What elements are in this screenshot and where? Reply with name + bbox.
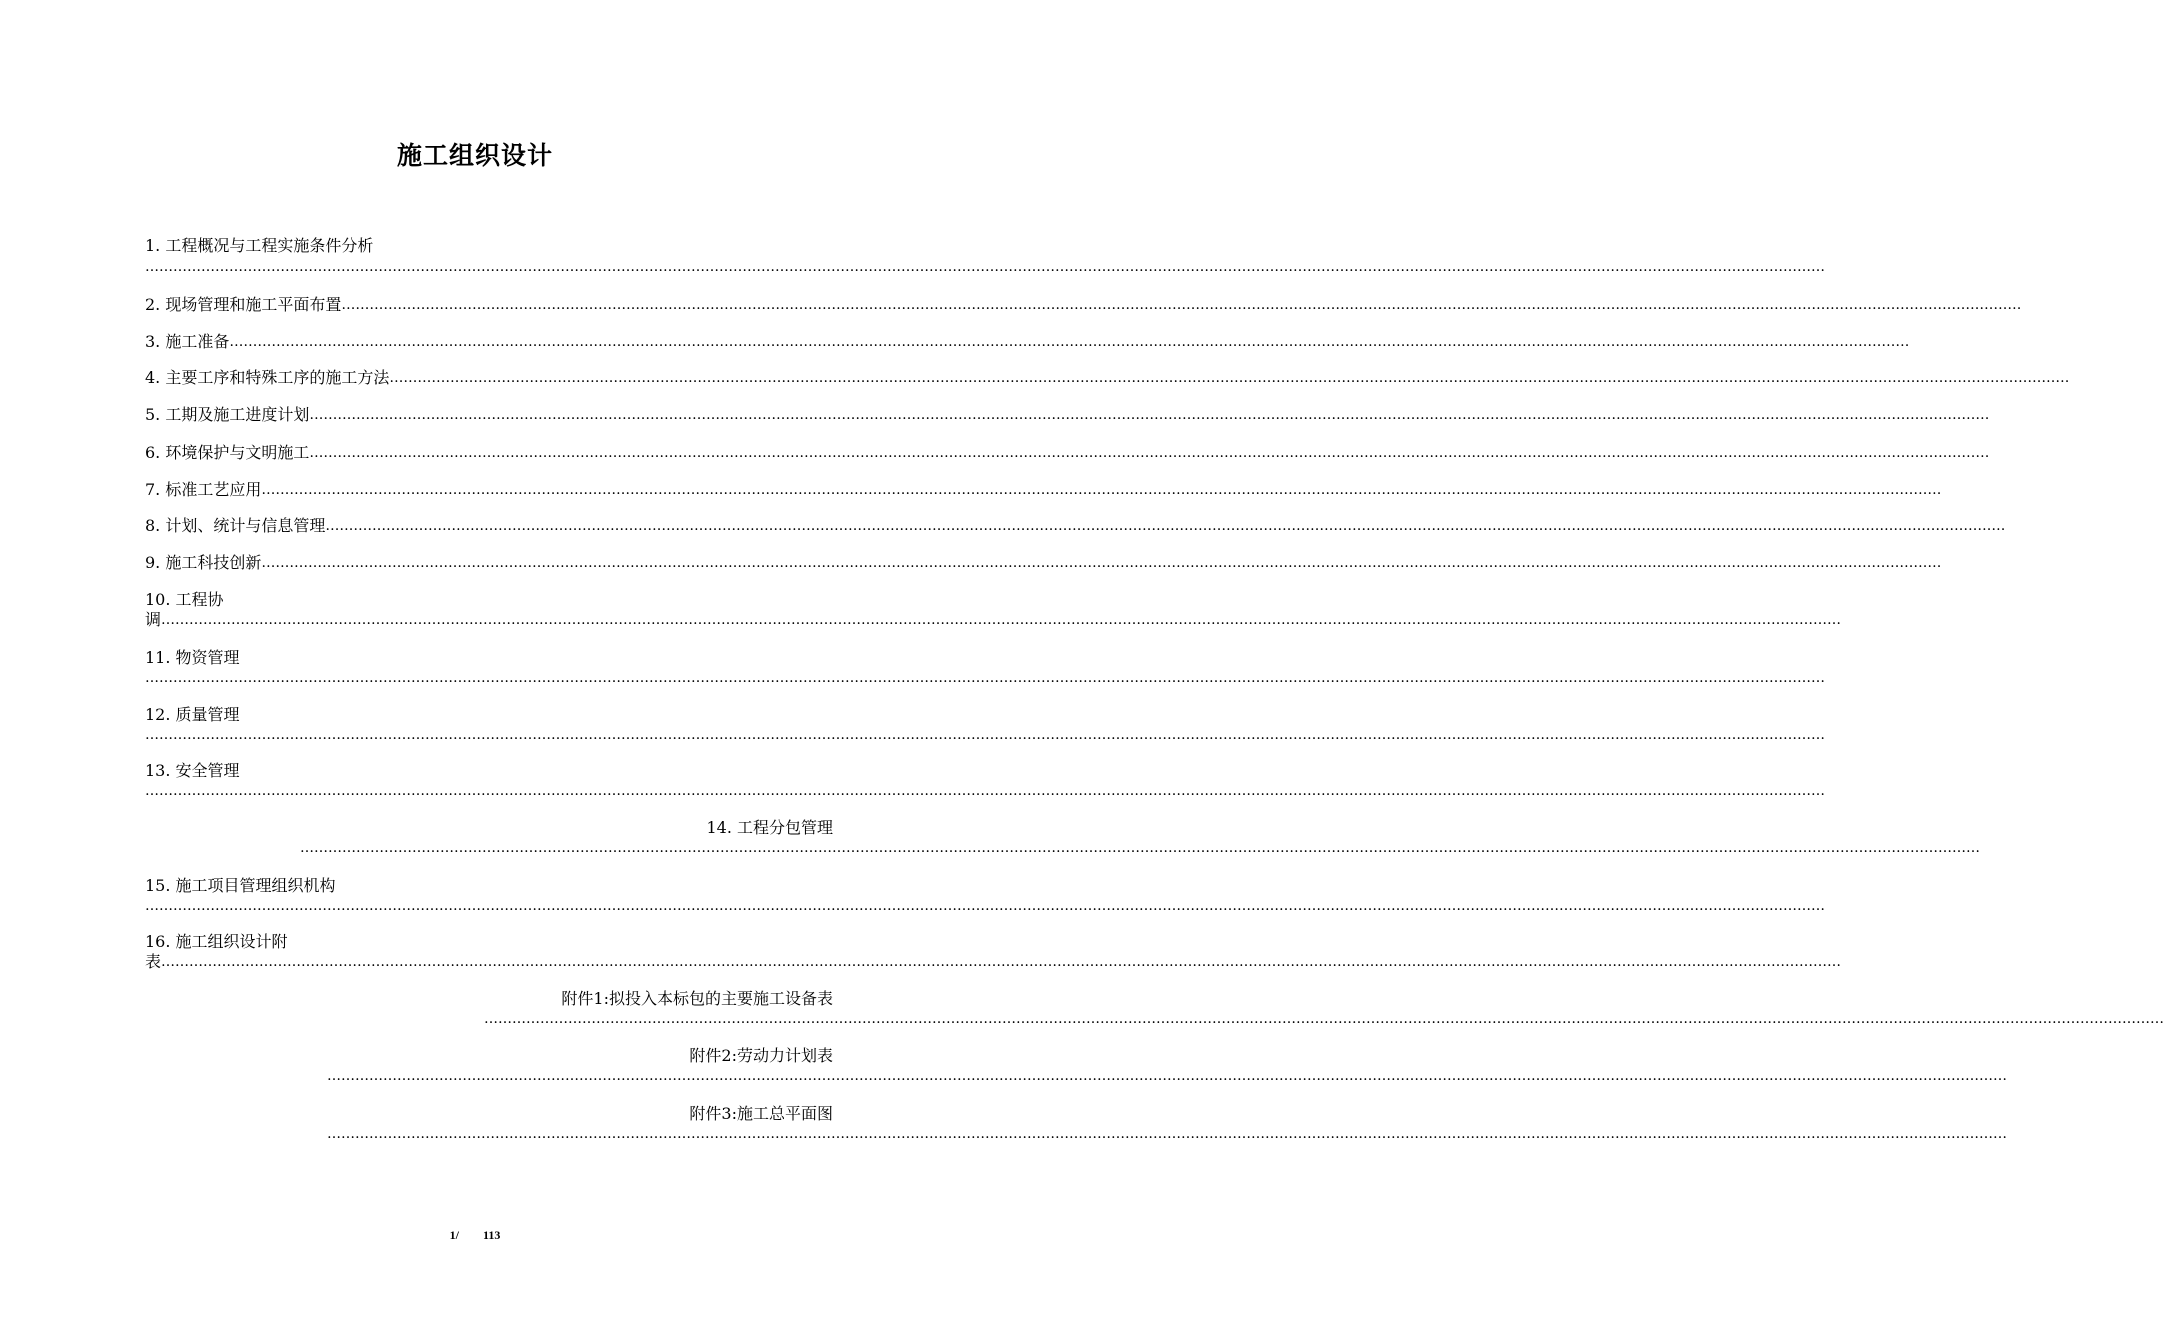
toc-leader-16: ……………………………………………………………………………………………………………………………………………………………………………………………………………………………………………………………………………………………………………………………… — [161, 954, 1842, 970]
toc-item-7: 7. 标准工艺应用……………………………………………………………………………………………………………………………………………………………………………………………………………………………………………………………………………………………………………………………… — [145, 480, 1942, 499]
page-footer — [0, 1228, 950, 1243]
toc-item-16: 16. 施工组织设计附 — [145, 932, 288, 951]
toc-leader-6: ……………………………………………………………………………………………………………………………………………………………………………………………………………………………………………………………………………………………………………………………… — [309, 445, 1990, 461]
page-number: 1/ — [449, 1228, 459, 1242]
toc-leader-5: ……………………………………………………………………………………………………………………………………………………………………………………………………………………………………………………………………………………………………………………………… — [309, 407, 1990, 423]
toc-leader-3: ……………………………………………………………………………………………………………………………………………………………………………………………………………………………………………………………………………………………………………………………… — [229, 334, 1910, 350]
toc-item-14: 14. 工程分包管理 — [706, 818, 833, 837]
toc-item-15: 15. 施工项目管理组织机构 — [145, 876, 336, 895]
toc-item-2: 2. 现场管理和施工平面布置……………………………………………………………………………………………………………………………………………………………………………………………………………………………………………………………………………………………………………………………… — [145, 295, 2022, 314]
toc-item-16-wrap: 表……………………………………………………………………………………………………………………………………………………………………………………………………………………………………………………………………………………………………………………………… — [145, 952, 1842, 971]
toc-item-6: 6. 环境保护与文明施工……………………………………………………………………………………………………………………………………………………………………………………………………………………………………………………………………………………………………………………………… — [145, 443, 1990, 462]
attachment-3: 附件3:施工总平面图 — [689, 1104, 833, 1123]
toc-leader-1: ……………………………………………………………………………………………………………………………………………………………………………………………………………………………………………………………………………………………………………………………… — [145, 259, 1825, 275]
toc-leader-7: ……………………………………………………………………………………………………………………………………………………………………………………………………………………………………………………………………………………………………………………………… — [261, 482, 1942, 498]
toc-leader-2: ……………………………………………………………………………………………………………………………………………………………………………………………………………………………………………………………………………………………………………………………… — [341, 297, 2022, 313]
toc-item-10: 10. 工程协 — [145, 590, 224, 609]
toc-item-4: 4. 主要工序和特殊工序的施工方法……………………………………………………………………………………………………………………………………………………………………………………………………………………………………………………………………………………………………………………………… — [145, 368, 2070, 387]
attachment-leader-2: ……………………………………………………………………………………………………………………………………………………………………………………………………………………………………………………………………………………………………………………………… — [327, 1068, 2007, 1084]
attachment-2: 附件2:劳动力计划表 — [689, 1046, 833, 1065]
toc-item-1: 1. 工程概况与工程实施条件分析 — [145, 236, 374, 255]
toc-leader-8: ……………………………………………………………………………………………………………………………………………………………………………………………………………………………………………………………………………………………………………………………… — [325, 518, 2006, 534]
toc-leader-12: ……………………………………………………………………………………………………………………………………………………………………………………………………………………………………………………………………………………………………………………………… — [145, 727, 1825, 743]
toc-item-8: 8. 计划、统计与信息管理……………………………………………………………………………………………………………………………………………………………………………………………………………………………………………………………………………………………………………………………… — [145, 516, 2006, 535]
attachment-1: 附件1:拟投入本标包的主要施工设备表 — [561, 989, 833, 1008]
toc-item-5: 5. 工期及施工进度计划……………………………………………………………………………………………………………………………………………………………………………………………………………………………………………………………………………………………………………………………… — [145, 405, 1990, 424]
page-total: 113 — [483, 1228, 501, 1242]
toc-item-3: 3. 施工准备……………………………………………………………………………………………………………………………………………………………………………………………………………………………………………………………………………………………………………………………… — [145, 332, 1910, 351]
toc-item-10-wrap: 调……………………………………………………………………………………………………………………………………………………………………………………………………………………………………………………………………………………………………………………………… — [145, 610, 1842, 629]
document-title: 施工组织设计 — [396, 141, 553, 170]
toc-leader-14: ……………………………………………………………………………………………………………………………………………………………………………………………………………………………………………………………………………………………………………………………… — [300, 840, 1980, 856]
toc-item-12: 12. 质量管理 — [145, 705, 240, 724]
toc-leader-4: ……………………………………………………………………………………………………………………………………………………………………………………………………………………………………………………………………………………………………………………………… — [389, 370, 2070, 386]
toc-leader-11: ……………………………………………………………………………………………………………………………………………………………………………………………………………………………………………………………………………………………………………………………… — [145, 670, 1825, 686]
toc-leader-15: ……………………………………………………………………………………………………………………………………………………………………………………………………………………………………………………………………………………………………………………………… — [145, 898, 1825, 914]
toc-item-13: 13. 安全管理 — [145, 761, 240, 780]
toc-leader-10: ……………………………………………………………………………………………………………………………………………………………………………………………………………………………………………………………………………………………………………………………… — [161, 612, 1842, 628]
attachment-leader-3: ……………………………………………………………………………………………………………………………………………………………………………………………………………………………………………………………………………………………………………………………… — [327, 1126, 2007, 1142]
toc-leader-9: ……………………………………………………………………………………………………………………………………………………………………………………………………………………………………………………………………………………………………………………………… — [261, 555, 1942, 571]
toc-item-9: 9. 施工科技创新……………………………………………………………………………………………………………………………………………………………………………………………………………………………………………………………………………………………………………………………… — [145, 553, 1942, 572]
attachment-leader-1: ……………………………………………………………………………………………………………………………………………………………………………………………………………………………………………………………………………………………………………………………… — [484, 1011, 2164, 1027]
toc-item-11: 11. 物资管理 — [145, 648, 240, 667]
toc-leader-13: ……………………………………………………………………………………………………………………………………………………………………………………………………………………………………………………………………………………………………………………………… — [145, 783, 1825, 799]
